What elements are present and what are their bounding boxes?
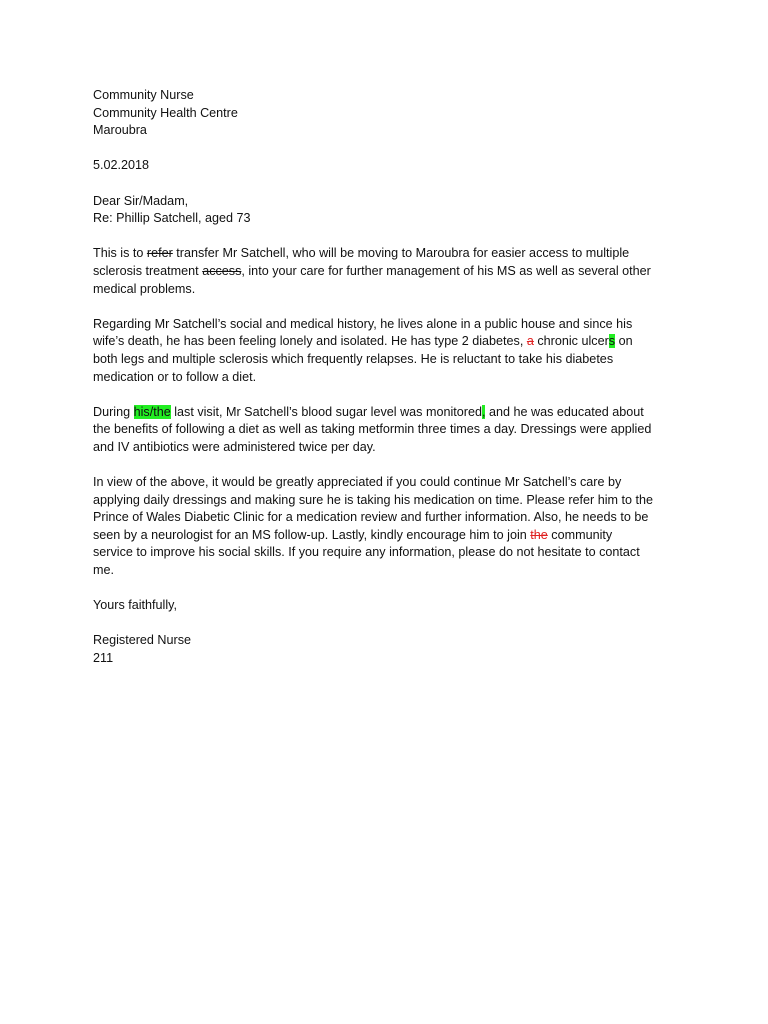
text-run: seen by a neurologist for an MS follow-up. Lastly, kindly encourage him to join [93,527,531,542]
text-run: chronic ulcer [533,334,609,349]
subject-line: Re: Phillip Satchell, aged 73 [93,211,251,226]
text-run: applying daily dressings and making sure he is taking his medication on time. Please refer him to the [93,492,654,507]
letter-date: 5.02.2018 [93,158,150,173]
paragraph-visit [93,404,683,457]
text-run: , into your care for further management of his MS as well as several other [241,263,651,278]
highlighted-text: his/the [133,404,171,419]
text-run: In view of the above, it would be greatly appreciated if you could continue Mr Satchell’s care by [93,475,622,490]
text-run: me. [93,563,114,578]
signature-title: Registered Nurse [93,633,191,648]
sender-line-1: Community Nurse [93,88,194,102]
text-run: and IV antibiotics were administered twice per day. [93,439,376,454]
text-run: During [93,404,134,419]
text-run: wife’s death, he has been feeling lonely and isolated. He has type 2 diabetes, [93,334,527,349]
sender-address [93,87,683,140]
deleted-word: access [202,263,242,278]
paragraph-request [93,474,683,580]
sender-line-2: Community Health Centre [93,105,238,120]
text-run: medication or to follow a diet. [93,369,257,384]
text-run: This is to [93,246,147,261]
paragraph-intro [93,245,683,298]
text-run: last visit, Mr Satchell’s blood sugar level was monitored [170,404,482,419]
salutation: Dear Sir/Madam, [93,193,189,208]
text-run: Regarding Mr Satchell’s social and medical history, he lives alone in a public house and since his [93,316,633,331]
deleted-word: a [526,334,534,349]
letter-page [93,87,683,668]
deleted-word: the [530,527,548,542]
highlighted-comma: , [481,404,486,419]
closing: Yours faithfully, [93,598,178,613]
signature-block [93,632,683,667]
sender-line-3: Maroubra [93,123,147,138]
text-run: the benefits of following a diet as well as taking metformin three times a day. Dressings were applied [93,422,652,437]
text-run: and he was educated about [485,404,644,419]
text-run: both legs and multiple sclerosis which frequently relapses. He is reluctant to take his diabetes [93,351,614,366]
text-run: medical problems. [93,281,196,296]
text-run: Prince of Wales Diabetic Clinic for a medication review and further information. Also, he needs to be [93,510,649,525]
inserted-highlight: s [608,334,616,349]
text-run: service to improve his social skills. If you require any information, please do not hesitate to contact [93,545,640,560]
text-run: sclerosis treatment [93,263,203,278]
text-run: transfer Mr Satchell, who will be moving to Maroubra for easier access to multiple [172,246,630,261]
text-run: community [547,527,613,542]
deleted-word: refer [146,246,173,261]
paragraph-history [93,316,683,386]
signature-number: 211 [93,651,114,665]
text-run: on [615,334,633,349]
